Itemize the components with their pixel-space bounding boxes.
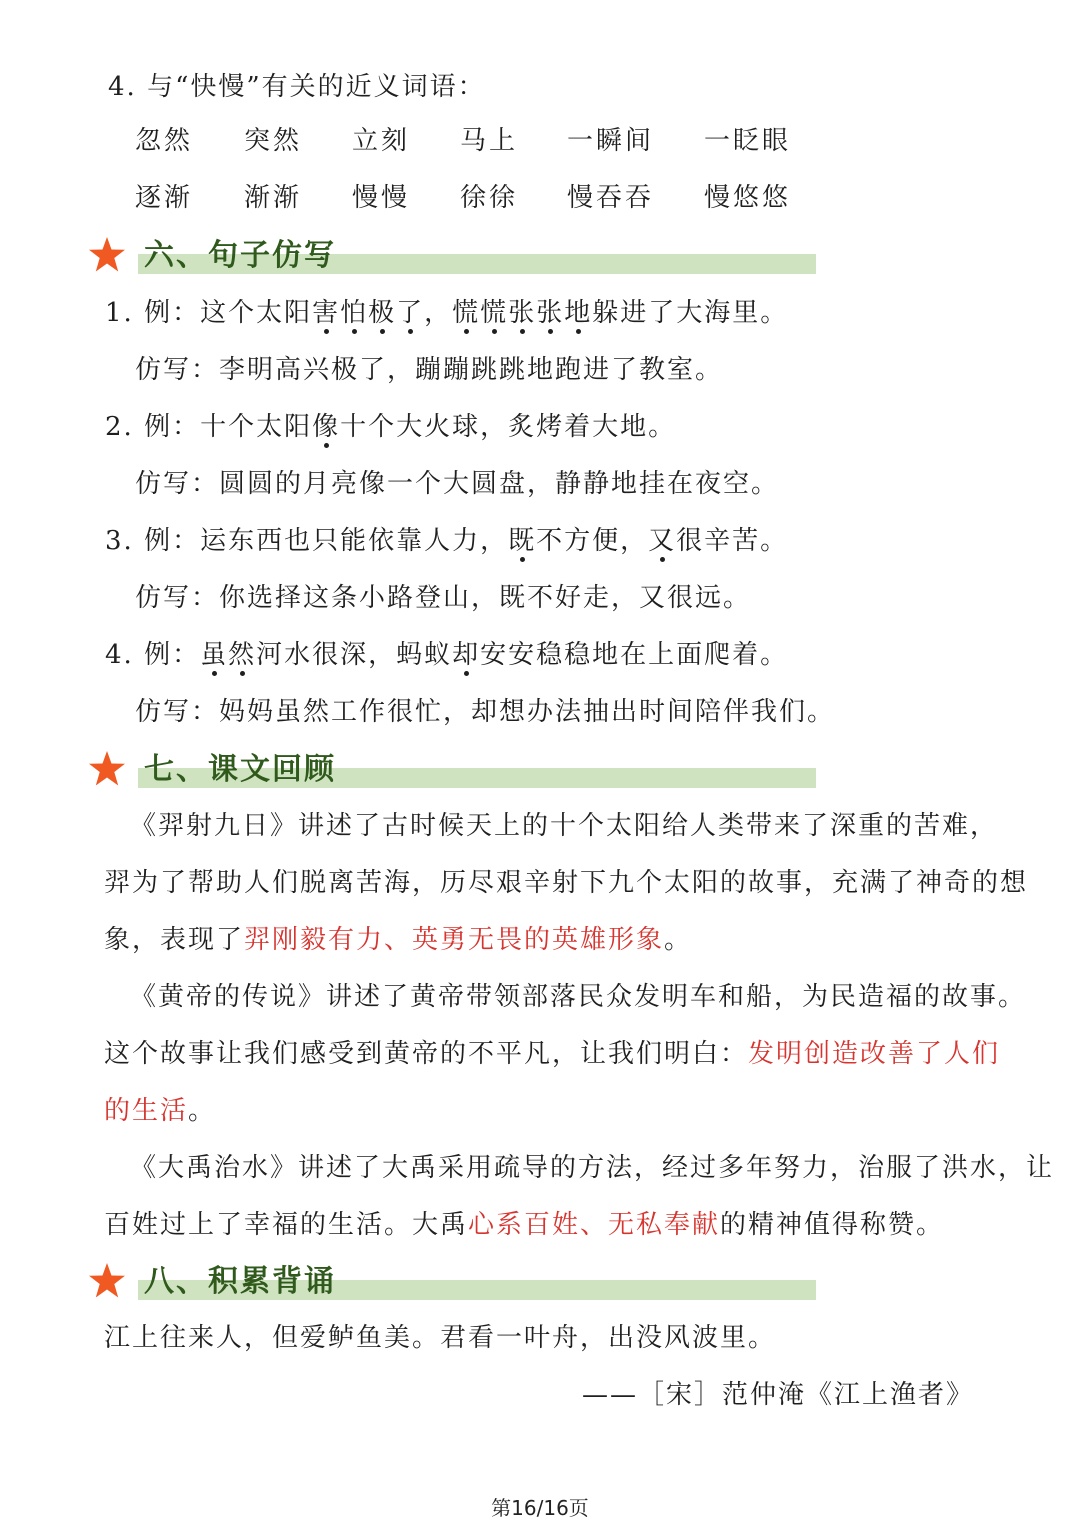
section-title: 七、课文回顾 bbox=[144, 752, 336, 787]
review-paragraph-line: 羿为了帮助人们脱离苦海，历尽艰辛射下九个太阳的故事，充满了神奇的想 bbox=[104, 868, 1029, 898]
synonyms-heading: 4. 与“快慢”有关的近义词语： bbox=[108, 72, 486, 102]
section-title: 六、句子仿写 bbox=[144, 238, 336, 273]
review-paragraph-line: 《羿射九日》讲述了古时候天上的十个太阳给人类带来了深重的苦难， bbox=[130, 811, 999, 841]
synonym-word: 慢吞吞 bbox=[567, 183, 655, 213]
synonym-word: 一瞬间 bbox=[567, 126, 655, 156]
example-sentence: 4. 例：虽然河水很深，蚂蚁却安安稳稳地在上面爬着。 bbox=[105, 640, 789, 670]
section-heading-recitation bbox=[88, 1262, 818, 1308]
review-paragraph-line: 象，表现了羿刚毅有力、英勇无畏的英雄形象。 bbox=[104, 925, 693, 955]
star-icon bbox=[88, 1262, 126, 1300]
section-heading-text-review bbox=[88, 750, 818, 796]
imitation-sentence: 仿写：圆圆的月亮像一个大圆盘，静静地挂在夜空。 bbox=[135, 469, 780, 499]
highlighted-answer: 心系百姓、无私奉献 bbox=[468, 1210, 721, 1240]
example-sentence: 1. 例：这个太阳害怕极了，慌慌张张地躲进了大海里。 bbox=[105, 298, 789, 328]
synonym-word: 立刻 bbox=[352, 126, 411, 156]
review-paragraph-line: 的生活。 bbox=[104, 1096, 217, 1126]
imitation-sentence: 仿写：妈妈虽然工作很忙，却想办法抽出时间陪伴我们。 bbox=[135, 697, 836, 727]
star-icon bbox=[88, 750, 126, 788]
poem-text: 江上往来人，但爱鲈鱼美。君看一叶舟，出没风波里。 bbox=[104, 1323, 777, 1353]
synonym-word: 一眨眼 bbox=[704, 126, 792, 156]
review-paragraph-line: 《黄帝的传说》讲述了黄帝带领部落民众发明车和船，为民造福的故事。 bbox=[130, 982, 1027, 1012]
synonym-word: 忽然 bbox=[135, 126, 194, 156]
example-sentence: 2. 例：十个太阳像十个大火球，炙烤着大地。 bbox=[105, 412, 677, 442]
imitation-sentence: 仿写：李明高兴极了，蹦蹦跳跳地跑进了教室。 bbox=[135, 355, 724, 385]
star-icon bbox=[88, 236, 126, 274]
synonym-word: 渐渐 bbox=[244, 183, 303, 213]
review-paragraph-line: 百姓过上了幸福的生活。大禹心系百姓、无私奉献的精神值得称赞。 bbox=[104, 1210, 945, 1240]
synonym-word: 逐渐 bbox=[135, 183, 194, 213]
review-paragraph-line: 《大禹治水》讲述了大禹采用疏导的方法，经过多年努力，治服了洪水，让 bbox=[130, 1153, 1055, 1183]
imitation-sentence: 仿写：你选择这条小路登山，既不好走，又很远。 bbox=[135, 583, 752, 613]
review-paragraph-line: 这个故事让我们感受到黄帝的不平凡，让我们明白：发明创造改善了人们 bbox=[104, 1039, 1001, 1069]
synonym-word: 慢慢 bbox=[352, 183, 411, 213]
example-sentence: 3. 例：运东西也只能依靠人力，既不方便，又很辛苦。 bbox=[105, 526, 789, 556]
poem-source: ——［宋］范仲淹《江上渔者》 bbox=[581, 1380, 974, 1410]
highlighted-answer: 羿刚毅有力、英勇无畏的英雄形象 bbox=[244, 925, 665, 955]
section-title: 八、积累背诵 bbox=[144, 1264, 336, 1299]
page-number: 第16/16页 bbox=[491, 1496, 589, 1520]
synonym-word: 徐徐 bbox=[460, 183, 519, 213]
synonym-word: 慢悠悠 bbox=[704, 183, 792, 213]
highlighted-answer: 发明创造改善了人们 bbox=[748, 1039, 1001, 1069]
synonym-word: 马上 bbox=[460, 126, 519, 156]
highlighted-answer: 的生活 bbox=[104, 1096, 189, 1126]
section-heading-sentence-imitation bbox=[88, 236, 818, 282]
synonym-word: 突然 bbox=[244, 126, 303, 156]
